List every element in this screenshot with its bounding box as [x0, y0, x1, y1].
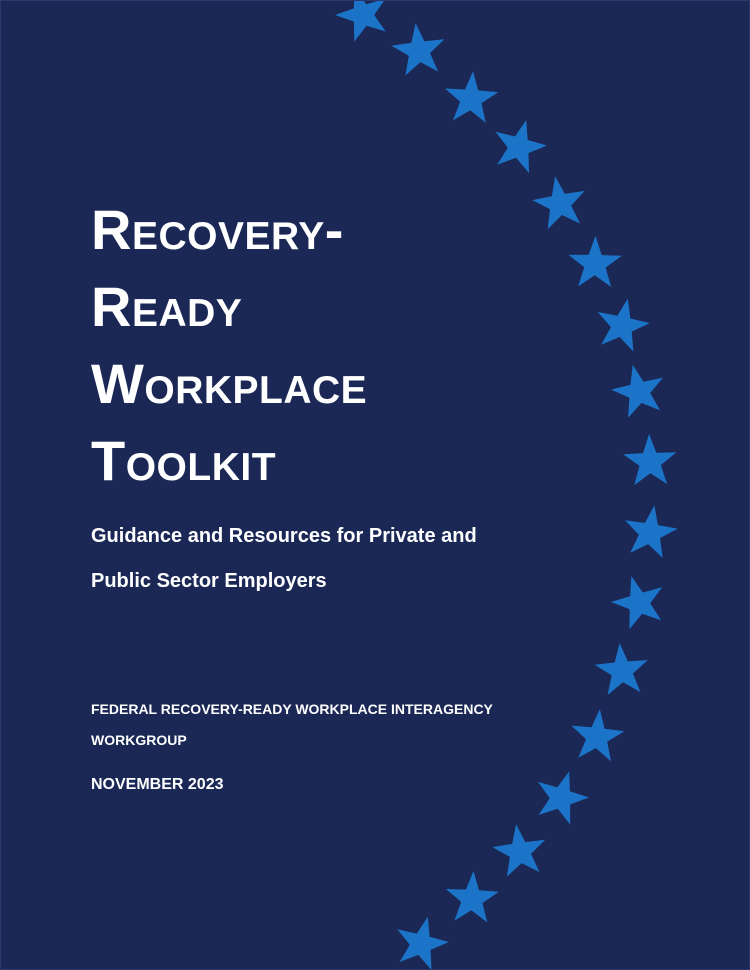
star-icon	[611, 576, 662, 629]
star-icon	[611, 365, 663, 418]
star-icon	[397, 917, 449, 970]
publication-date: NOVEMBER 2023	[91, 776, 224, 793]
title-line: Ready	[91, 275, 243, 338]
subtitle-line: Guidance and Resources for Private and	[91, 525, 477, 547]
star-icon	[446, 871, 499, 923]
star-icon	[538, 771, 589, 824]
star-icon	[598, 299, 650, 352]
author-workgroup	[91, 694, 493, 756]
star-icon	[595, 643, 648, 695]
workgroup-line: WORKGROUP	[91, 732, 187, 748]
workgroup-line: FEDERAL RECOVERY-READY WORKPLACE INTERAGENCY	[91, 701, 493, 717]
star-icon	[335, 1, 386, 42]
document-subtitle	[91, 514, 477, 604]
title-line: Recovery-	[91, 198, 344, 261]
title-line: Toolkit	[91, 429, 277, 492]
document-title	[91, 191, 367, 499]
star-icon	[625, 505, 678, 558]
title-line: Workplace	[91, 352, 368, 415]
subtitle-line: Public Sector Employers	[91, 570, 327, 592]
star-icon	[532, 176, 584, 229]
star-icon	[571, 709, 624, 761]
star-icon	[496, 120, 548, 173]
star-icon	[392, 23, 445, 75]
star-icon	[445, 71, 498, 123]
star-icon	[623, 434, 676, 485]
star-icon	[569, 236, 622, 287]
star-icon	[492, 824, 545, 876]
